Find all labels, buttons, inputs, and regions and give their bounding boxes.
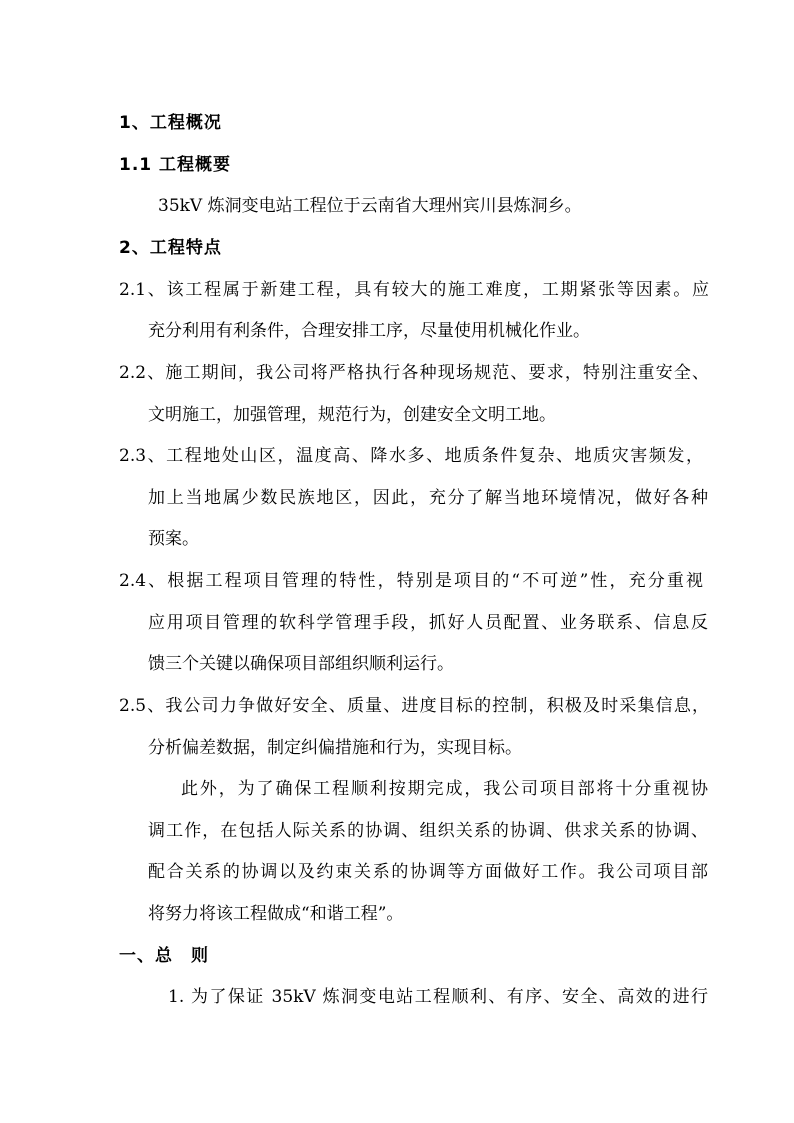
feature-item-2-4-line-1: 2.4、根据工程项目管理的特性，特别是项目的“不可逆”性，充分重视	[119, 571, 703, 591]
closing-paragraph-line-2: 调工作，在包括人际关系的协调、组织关系的协调、供求关系的协调、	[148, 821, 708, 841]
section-heading-general-rules: 一、总 则	[119, 946, 209, 966]
feature-item-2-4-line-2: 应用项目管理的软科学管理手段，抓好人员配置、业务联系、信息反	[148, 613, 708, 633]
feature-item-2-3-line-3: 预案。	[148, 529, 199, 549]
closing-paragraph-line-1: 此外，为了确保工程顺利按期完成，我公司项目部将十分重视协	[181, 779, 708, 799]
closing-paragraph-line-4: 将努力将该工程做成“和谐工程”。	[148, 904, 404, 924]
closing-paragraph-line-3: 配合关系的协调以及约束关系的协调等方面做好工作。我公司项目部	[148, 862, 708, 882]
general-rule-item-1: 1. 为了保证 35kV 炼洞变电站工程顺利、有序、安全、高效的进行	[168, 987, 708, 1007]
feature-item-2-2-line-1: 2.2、施工期间，我公司将严格执行各种现场规范、要求，特别注重安全、	[119, 363, 709, 383]
summary-paragraph: 35kV 炼洞变电站工程位于云南省大理州宾川县炼洞乡。	[158, 196, 582, 216]
feature-item-2-3-line-2: 加上当地属少数民族地区，因此，充分了解当地环境情况，做好各种	[148, 488, 708, 508]
feature-item-2-3-line-1: 2.3、工程地处山区，温度高、降水多、地质条件复杂、地质灾害频发，	[119, 446, 703, 466]
feature-item-2-4-line-3: 馈三个关键以确保项目部组织顺利运行。	[148, 654, 454, 674]
feature-item-2-5-line-2: 分析偏差数据，制定纠偏措施和行为，实现目标。	[148, 738, 522, 758]
feature-item-2-1-line-1: 2.1、该工程属于新建工程，具有较大的施工难度，工期紧张等因素。应	[119, 280, 709, 300]
section-heading-overview: 1、工程概况	[119, 113, 222, 133]
feature-item-2-1-line-2: 充分利用有利条件，合理安排工序，尽量使用机械化作业。	[148, 321, 590, 341]
section-heading-features: 2、工程特点	[119, 238, 222, 258]
subsection-heading-summary: 1.1 工程概要	[119, 155, 232, 175]
feature-item-2-5-line-1: 2.5、我公司力争做好安全、质量、进度目标的控制，积极及时采集信息，	[119, 696, 709, 716]
feature-item-2-2-line-2: 文明施工，加强管理，规范行为，创建安全文明工地。	[148, 405, 556, 425]
